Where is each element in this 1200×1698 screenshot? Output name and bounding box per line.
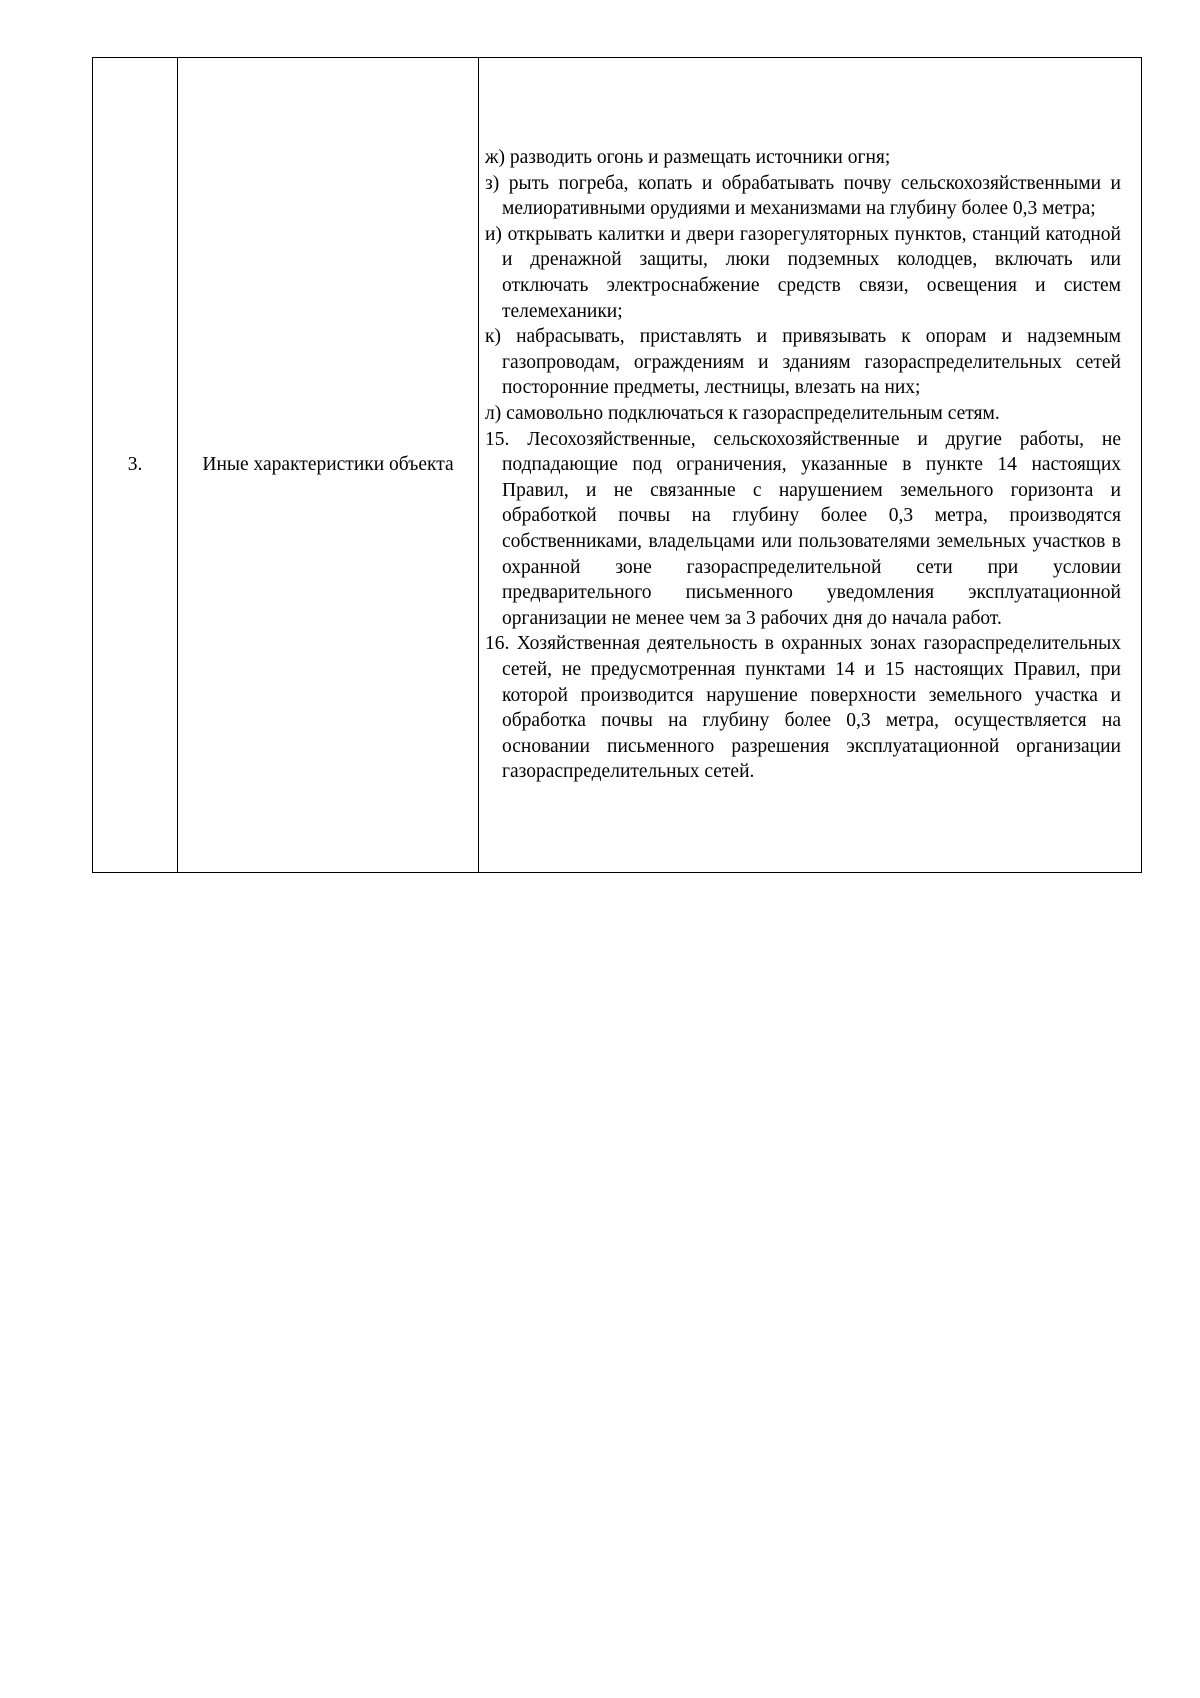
paragraph-15: 15. Лесохозяйственные, сельскохозяйственные и другие работы, не подпадающие под ограничения, указанные в пункте 14 настоящих Правил, и не связанные с нарушением земельного горизонта и обработкой почвы на глубину более 0,3 метра, производятся собственниками, владельцами или пользователями земельных участков в охранной зоне газораспределительной сети при условии предварительного письменного уведомления эксплуатационной организации не менее чем за 3 рабочих дня до начала работ. — [485, 428, 1121, 629]
row-number-cell — [93, 58, 178, 873]
paragraph-zh: ж) разводить огонь и размещать источники огня; — [485, 147, 891, 169]
row-name: Иные характеристики объекта — [202, 454, 454, 476]
row-number: 3. — [127, 454, 143, 476]
row-content-cell — [479, 58, 1142, 873]
paragraph-16: 16. Хозяйственная деятельность в охранных зонах газораспределительных сетей, не предусмотренная пунктами 14 и 15 настоящих Правил, при которой производится нарушение поверхности земельного участка и обработка почвы на глубину более 0,3 метра, осуществляется на основании письменного разрешения эксплуатационной организации газораспределительных сетей. — [485, 633, 1121, 783]
table-row — [93, 58, 1142, 873]
paragraph-z: з) рыть погреба, копать и обрабатывать почву сельскохозяйственными и мелиоративными орудиями и механизмами на глубину более 0,3 метра; — [485, 172, 1121, 220]
row-name-cell — [178, 58, 479, 873]
paragraph-l: л) самовольно подключаться к газораспределительным сетям. — [485, 403, 1000, 425]
paragraph-k: к) набрасывать, приставлять и привязывать к опорам и надземным газопроводам, ограждениям и зданиям газораспределительных сетей посторонние предметы, лестницы, влезать на них; — [485, 326, 1121, 399]
characteristics-table — [92, 57, 1142, 873]
paragraph-i: и) открывать калитки и двери газорегуляторных пунктов, станций катодной и дренажной защиты, люки подземных колодцев, включать или отключать электроснабжение средств связи, освещения и систем телемеханики; — [485, 223, 1121, 322]
